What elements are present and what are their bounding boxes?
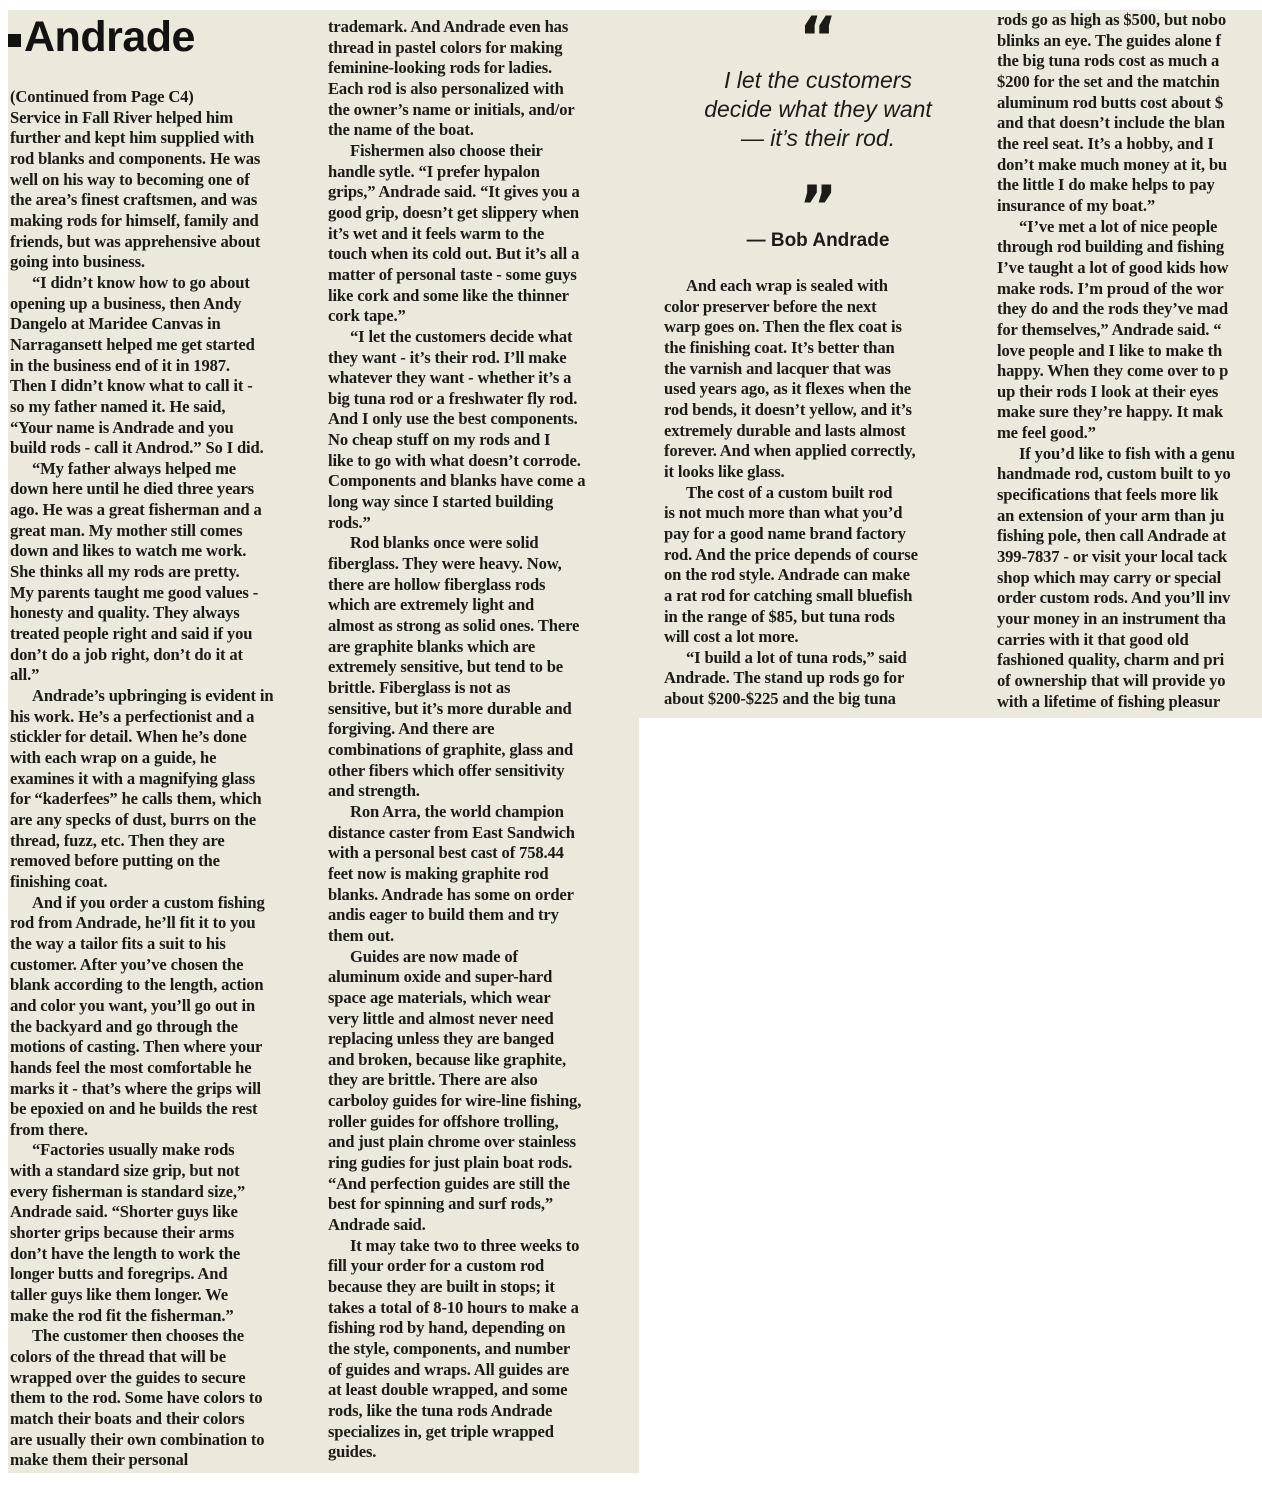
paragraph: It may take two to three weeks to fill your order for a custom rod because they are built in stops; it takes a total of 8-10 hours to make a fishing rod by hand, depending on the style, components, and number of guides and wraps. All guides are at least double wrapped, and some rods, like the tuna rods Andrade specializes in, get triple wrapped guides. xyxy=(328,1235,580,1462)
paragraph: (Continued from Page C4) Service in Fall River helped him further and kept him supplied with rod blanks and components. He was well on his way to becoming one of the area’s finest craftsmen, and was making rods for himself, family and friends, but was apprehensive about going into business. xyxy=(10,87,261,272)
paragraph: “Factories usually make rods with a standard size grip, but not every fisherman is standard size,” Andrade said. “Shorter guys like shorter grips because their arms don’t have the length to work the longer butts and foregrips. And taller guys like them longer. We make the rod fit the fisherman.” xyxy=(10,1140,246,1325)
article-column-4 xyxy=(997,10,1262,715)
headline-text: Andrade xyxy=(24,13,195,61)
paragraph: The customer then chooses the colors of the thread that will be wrapped over the guides to secure them to the rod. Some have colors to match their boats and their colors are usually their own combination to make them their personal xyxy=(10,1326,265,1470)
article-column-3 xyxy=(664,276,970,710)
paragraph: Fishermen also choose their handle sytle. “I prefer hypalon grips,” Andrade said. “It gives you a good grip, doesn’t get slippery when it’s wet and it feels warm to the touch when its cold out. But it’s all a matter of personal taste - some guys like cork and some like the thinner cork tape.” xyxy=(328,140,580,326)
pull-quote-attribution: — Bob Andrade xyxy=(746,230,890,251)
paragraph: “I’ve met a lot of nice people through rod building and fishing I’ve taught a lot of good kids how make rods. I’m proud of the wor they do and the rods they’ve mad for themselves,” Andrade said. “ love people and I like to make th happy. When they come over to p up their rods I look at their eyes make sure they’re happy. It mak me feel good.” xyxy=(997,216,1229,443)
article-headline xyxy=(8,12,195,62)
paragraph: The cost of a custom built rod is not much more than what you’d pay for a good name brand factory rod. And the price depends of course on the rod style. Andrade can make a rat rod for catching small bluefish in the range of $85, but tuna rods will cost a lot more. xyxy=(664,482,918,647)
paragraph: Ron Arra, the world champion distance caster from East Sandwich with a personal best cast of 758.44 feet now is making graphite rod blanks. Andrade has some on order andis eager to build them and try them out. xyxy=(328,801,575,945)
paragraph: rods go as high as $500, but nobo blinks an eye. The guides alone f the big tuna rods cost as much a $200 for the set and the matchin aluminum rod butts cost about $ and that doesn’t include the blan the reel seat. It’s a hobby, and I don’t make much money at it, bu the little I do make helps to pay insurance of my boat.” xyxy=(997,10,1227,215)
paragraph: trademark. And Andrade even has thread in pastel colors for making feminine-looking rods for ladies. Each rod is also personalized with the owner’s name or initials, and/or the name of the boat. xyxy=(328,17,575,140)
close-quote-mark: ” xyxy=(798,183,838,223)
pull-quote-text: I let the customers decide what they want — it’s their rod. xyxy=(704,67,932,151)
paragraph: “I build a lot of tuna rods,” said Andrade. The stand up rods go for about $200-$225 and the big tuna xyxy=(664,647,907,709)
paragraph: Guides are now made of aluminum oxide and super-hard space age materials, which wear very little and almost never need replacing unless they are banged and broken, because like graphite, they are brittle. There are also carboloy guides for wire-line fishing, roller guides for offshore trolling, and just plain chrome over stainless ring gudies for just plain boat rods. “And perfection guides are still the best for spinning and surf rods,” Andrade said. xyxy=(328,946,582,1235)
article-column-2 xyxy=(328,17,636,1463)
paragraph: “My father always helped me down here until he died three years ago. He was a great fisherman and a great man. My mother still comes down and likes to watch me work. She thinks all my rods are pretty. My parents taught me good values - honesty and quality. They always treated people right and said if you don’t do a job right, don’t do it at all.” xyxy=(10,458,262,685)
paragraph: Andrade’s upbringing is evident in his work. He’s a perfectionist and a stickler for detail. When he’s done with each wrap on a guide, he examines it with a magnifying glass for “kaderfees” he calls them, which are any specks of dust, burrs on the thread, fuzz, etc. Then they are removed before putting on the finishing coat. xyxy=(10,686,274,891)
paragraph: And if you order a custom fishing rod from Andrade, he’ll fit it to you the way a tailor fits a suit to his customer. After you’ve chosen the blank according to the length, action and color you want, you’ll go out in the backyard and go through the motions of casting. Then where your hands feel the most comfortable he marks it - that’s where the grips will be epoxied on and he builds the rest from there. xyxy=(10,892,265,1139)
pull-quote xyxy=(666,14,970,253)
paragraph: Rod blanks once were solid fiberglass. They were heavy. Now, there are hollow fiberglass rods which are extremely light and almost as strong as solid ones. There are graphite blanks which are extremely sensitive, but tend to be brittle. Fiberglass is not as sensitive, but it’s more durable and forgiving. And there are combinations of graphite, glass and other fibers which offer sensitivity and strength. xyxy=(328,533,580,801)
paragraph: “I didn’t know how to go about opening up a business, then Andy Dangelo at Maridee Canvas in Narragansett helped me get started in the business end of it in 1987. Then I didn’t know what to call it - so my father named it. He said, “Your name is Andrade and you build rods - call it Androd.” So I did. xyxy=(10,272,264,458)
paragraph: “I let the customers decide what they want - it’s their rod. I’ll make whatever they want - whether it’s a big tuna rod or a freshwater fly rod. And I only use the best components. No cheap stuff on my rods and I like to go with what doesn’t corrode. Components and blanks have come a long way since I started building rods.” xyxy=(328,326,586,532)
article-column-1 xyxy=(10,87,310,1471)
open-quote-mark: “ xyxy=(798,14,838,54)
paragraph: And each wrap is sealed with color preserver before the next warp goes on. Then the flex coat is the finishing coat. It’s better than the varnish and lacquer that was used years ago, as it flexes when the rod bends, it doesn’t yellow, and it’s extremely durable and lasts almost forever. And when applied correctly, it looks like glass. xyxy=(664,276,916,481)
paragraph: If you’d like to fish with a genu handmade rod, custom built to yo specifications that feels more lik an extension of your arm than ju fishing pole, then call Andrade at 399-7837 - or visit your local tack shop which may carry or special order custom rods. And you’ll inv your money in an instrument tha carries with it that good old fashioned quality, charm and pri of ownership that will provide yo with a lifetime of fishing pleasur xyxy=(997,443,1235,711)
headline-bullet xyxy=(8,34,21,47)
